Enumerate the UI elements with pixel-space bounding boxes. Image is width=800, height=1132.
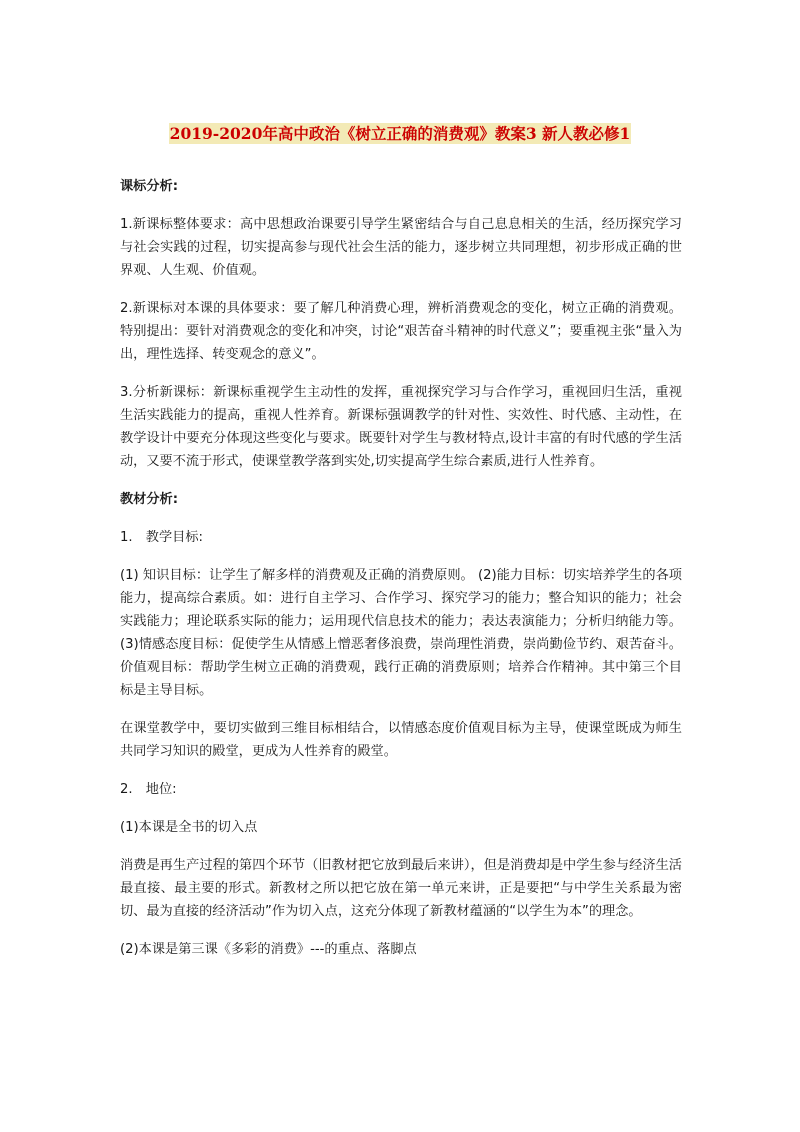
paragraph: 2.新课标对本课的具体要求：要了解几种消费心理，辨析消费观念的变化，树立正确的消费观。特别提出：要针对消费观念的变化和冲突，讨论“艰苦奋斗精神的时代意义”；要重视主张“量入为出，理性选择、转变观念的意义”。 (120, 301, 682, 362)
paragraph: (1) 知识目标：让学生了解多样的消费观及正确的消费原则。 (2)能力目标：切实培养学生的各项能力，提高综合素质。如：进行自主学习、合作学习、探究学习的能力；整合知识的能力；社会实践能力；理论联系实际的能力；运用现代信息技术的能力；表达表演能力；分析归纳能力等。(3)情感态度目标：促使学生从情感上憎恶奢侈浪费，崇尚理性消费，崇尚勤俭节约、艰苦奋斗。价值观目标：帮助学生树立正确的消费观，践行正确的消费原则；培养合作精神。其中第三个目标是主导目标。 (120, 568, 682, 698)
paragraph: (1)本课是全书的切入点 (120, 820, 258, 835)
document-title (100, 122, 700, 144)
document-body (120, 175, 682, 976)
title-text: 2019-2020年高中政治《树立正确的消费观》教案3 新人教必修1 (169, 124, 631, 143)
section-heading: 教材分析: (120, 492, 179, 507)
paragraph: 1.新课标整体要求：高中思想政治课要引导学生紧密结合与自己息息相关的生活，经历探究学习与社会实践的过程，切实提高参与现代社会生活的能力，逐步树立共同理想，初步形成正确的世界观、人生观、价值观。 (120, 217, 682, 278)
paragraph: 2. 地位: (120, 782, 177, 797)
paragraph: 在课堂教学中，要切实做到三维目标相结合，以情感态度价值观目标为主导，使课堂既成为师生共同学习知识的殿堂，更成为人性养育的殿堂。 (120, 721, 682, 759)
paragraph: 1. 教学目标: (120, 530, 203, 545)
section-heading: 课标分析: (120, 179, 179, 194)
paragraph: 3.分析新课标：新课标重视学生主动性的发挥，重视探究学习与合作学习，重视回归生活，重视生活实践能力的提高，重视人性养育。新课标强调教学的针对性、实效性、时代感、主动性，在教学设计中要充分体现这些变化与要求。既要针对学生与教材特点,设计丰富的有时代感的学生活动，又要不流于形式，使课堂教学落到实处,切实提高学生综合素质,进行人性养育。 (120, 385, 682, 469)
paragraph: (2)本课是第三课《多彩的消费》---的重点、落脚点 (120, 942, 417, 957)
paragraph: 消费是再生产过程的第四个环节（旧教材把它放到最后来讲），但是消费却是中学生参与经济生活最直接、最主要的形式。新教材之所以把它放在第一单元来讲，正是要把“与中学生关系最为密切、最为直接的经济活动”作为切入点，这充分体现了新教材蕴涵的“以学生为本”的理念。 (120, 858, 682, 919)
